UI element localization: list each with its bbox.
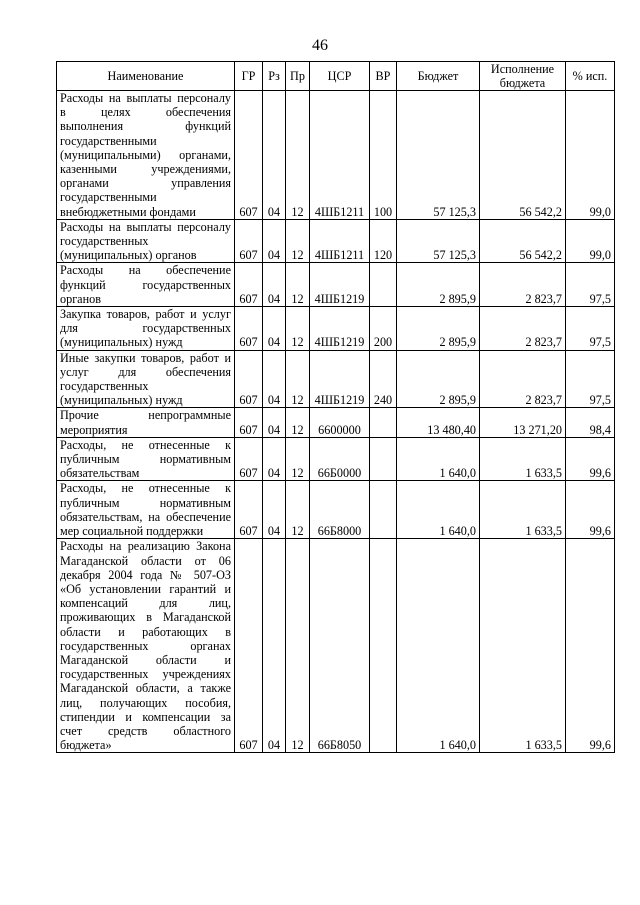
header-rz: Рз	[263, 62, 286, 91]
row-execution: 2 823,7	[480, 263, 566, 307]
table-row	[57, 539, 615, 753]
row-budget: 1 640,0	[397, 539, 480, 753]
row-name: Расходы, не отнесенные к публичным нормативным обязательствам, на обеспечение мер социальной поддержки	[57, 481, 235, 539]
row-pr: 12	[286, 437, 310, 481]
row-rz: 04	[263, 307, 286, 351]
row-rz: 04	[263, 91, 286, 220]
table-row	[57, 307, 615, 351]
row-gr: 607	[235, 263, 263, 307]
row-rz: 04	[263, 263, 286, 307]
row-vr: 240	[370, 350, 397, 408]
row-execution: 1 633,5	[480, 539, 566, 753]
page-number: 46	[312, 37, 328, 54]
row-percent: 99,0	[566, 91, 615, 220]
row-percent: 97,5	[566, 307, 615, 351]
row-pr: 12	[286, 263, 310, 307]
row-budget: 57 125,3	[397, 219, 480, 263]
row-csr: 6600000	[310, 408, 370, 437]
row-name: Закупка товаров, работ и услуг для государственных (муниципальных) нужд	[57, 307, 235, 351]
row-budget: 2 895,9	[397, 263, 480, 307]
row-csr: 66Б8000	[310, 481, 370, 539]
row-pr: 12	[286, 408, 310, 437]
row-percent: 99,6	[566, 481, 615, 539]
row-gr: 607	[235, 91, 263, 220]
row-vr	[370, 408, 397, 437]
row-rz: 04	[263, 350, 286, 408]
row-budget: 2 895,9	[397, 307, 480, 351]
header-percent: % исп.	[566, 62, 615, 91]
row-budget: 57 125,3	[397, 91, 480, 220]
table-row	[57, 408, 615, 437]
row-vr: 120	[370, 219, 397, 263]
row-execution: 56 542,2	[480, 219, 566, 263]
table-row	[57, 437, 615, 481]
row-csr: 66Б0000	[310, 437, 370, 481]
row-gr: 607	[235, 481, 263, 539]
row-rz: 04	[263, 539, 286, 753]
row-rz: 04	[263, 219, 286, 263]
row-rz: 04	[263, 437, 286, 481]
row-gr: 607	[235, 408, 263, 437]
row-percent: 97,5	[566, 263, 615, 307]
row-execution: 13 271,20	[480, 408, 566, 437]
row-gr: 607	[235, 539, 263, 753]
table-row	[57, 91, 615, 220]
row-vr	[370, 263, 397, 307]
row-csr: 4ШБ1211	[310, 219, 370, 263]
budget-table	[56, 61, 615, 753]
row-execution: 56 542,2	[480, 91, 566, 220]
row-execution: 1 633,5	[480, 481, 566, 539]
row-name: Расходы на реализацию Закона Магаданской области от 06 декабря 2004 года № 507-ОЗ «Об установлении гарантий и компенсаций для лиц, проживающих в Магаданской области и работающих в государственных органах Магаданской области и государственных учреждениях Магаданской области, а также лиц, получающих пособия, стипендии и компенсации за счет средств областного бюджета»	[57, 539, 235, 753]
row-budget: 13 480,40	[397, 408, 480, 437]
row-budget: 1 640,0	[397, 481, 480, 539]
row-pr: 12	[286, 539, 310, 753]
row-percent: 98,4	[566, 408, 615, 437]
row-name: Иные закупки товаров, работ и услуг для обеспечения государственных (муниципальных) нужд	[57, 350, 235, 408]
row-percent: 99,6	[566, 437, 615, 481]
row-name: Расходы на выплаты персоналу государственных (муниципальных) органов	[57, 219, 235, 263]
row-name: Прочие непрограммные мероприятия	[57, 408, 235, 437]
table-row	[57, 263, 615, 307]
row-vr: 200	[370, 307, 397, 351]
row-execution: 1 633,5	[480, 437, 566, 481]
row-pr: 12	[286, 91, 310, 220]
row-execution: 2 823,7	[480, 307, 566, 351]
row-percent: 99,6	[566, 539, 615, 753]
table-header-row	[57, 62, 615, 91]
row-pr: 12	[286, 307, 310, 351]
row-pr: 12	[286, 481, 310, 539]
row-rz: 04	[263, 481, 286, 539]
row-gr: 607	[235, 307, 263, 351]
header-vr: ВР	[370, 62, 397, 91]
table-row	[57, 481, 615, 539]
row-vr: 100	[370, 91, 397, 220]
table-row	[57, 350, 615, 408]
header-csr: ЦСР	[310, 62, 370, 91]
header-name: Наименование	[57, 62, 235, 91]
header-budget: Бюджет	[397, 62, 480, 91]
row-percent: 99,0	[566, 219, 615, 263]
header-execution: Исполнение бюджета	[480, 62, 566, 91]
row-execution: 2 823,7	[480, 350, 566, 408]
row-gr: 607	[235, 437, 263, 481]
row-csr: 4ШБ1219	[310, 307, 370, 351]
row-gr: 607	[235, 219, 263, 263]
row-vr	[370, 481, 397, 539]
table-row	[57, 219, 615, 263]
row-pr: 12	[286, 350, 310, 408]
row-csr: 66Б8050	[310, 539, 370, 753]
row-pr: 12	[286, 219, 310, 263]
row-gr: 607	[235, 350, 263, 408]
row-budget: 1 640,0	[397, 437, 480, 481]
row-percent: 97,5	[566, 350, 615, 408]
header-gr: ГР	[235, 62, 263, 91]
row-name: Расходы на выплаты персоналу в целях обеспечения выполнения функций государственными (муниципальными) органами, казенными учреждениями, органами управления государственными внебюджетными фондами	[57, 91, 235, 220]
row-csr: 4ШБ1219	[310, 263, 370, 307]
row-rz: 04	[263, 408, 286, 437]
row-csr: 4ШБ1219	[310, 350, 370, 408]
row-budget: 2 895,9	[397, 350, 480, 408]
row-vr	[370, 437, 397, 481]
row-name: Расходы, не отнесенные к публичным нормативным обязательствам	[57, 437, 235, 481]
row-name: Расходы на обеспечение функций государственных органов	[57, 263, 235, 307]
header-pr: Пр	[286, 62, 310, 91]
row-vr	[370, 539, 397, 753]
row-csr: 4ШБ1211	[310, 91, 370, 220]
